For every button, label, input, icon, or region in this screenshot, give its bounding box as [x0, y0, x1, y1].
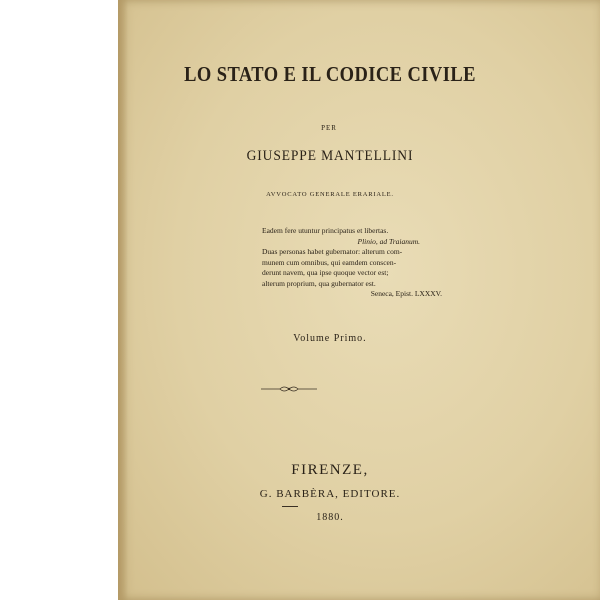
- publication-year: 1880.: [316, 512, 344, 523]
- book-page: [118, 0, 600, 600]
- book-title: LO STATO E IL CODICE CIVILE: [184, 62, 476, 86]
- epigraph-line: munem cum omnibus, qui eamdem conscen-: [262, 257, 397, 267]
- volume-label: Volume Primo.: [293, 333, 367, 344]
- author-name: GIUSEPPE MANTELLINI: [246, 148, 414, 164]
- epigraph-line: Duas personas habet gubernator: alterum com-: [262, 247, 403, 256]
- epigraph-source: Plinio, ad Traianum.: [357, 236, 420, 246]
- epigraph: [262, 226, 462, 300]
- publisher-name: G. BARBÈRA, EDITORE.: [259, 488, 401, 500]
- epigraph-source: Seneca, Epist. LXXXV.: [370, 289, 442, 298]
- decorative-rule-ornament-icon: [260, 384, 318, 394]
- publication-city: FIRENZE,: [291, 462, 369, 478]
- author-role: AVVOCATO GENERALE ERARIALE.: [266, 191, 394, 198]
- page-spine-shadow: [118, 0, 128, 600]
- epigraph-line: alterum proprium, qua gubernator est.: [262, 278, 376, 288]
- epigraph-line: derunt navem, qua ipse quoque vector est;: [262, 268, 389, 277]
- epigraph-line: Eadem fere utuntur principatus et libertas.: [262, 226, 389, 235]
- divider-rule: [282, 506, 298, 507]
- per-label: PER: [321, 124, 337, 132]
